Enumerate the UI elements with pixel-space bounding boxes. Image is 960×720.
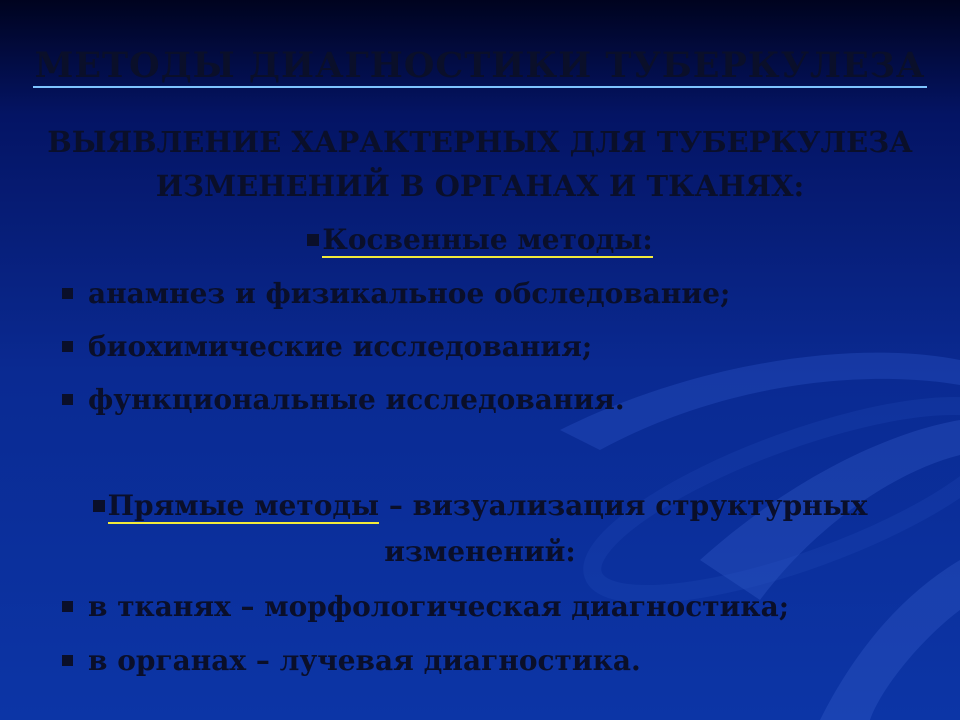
list-item <box>62 643 641 679</box>
square-bullet-icon <box>62 394 73 405</box>
square-bullet-icon <box>307 234 319 246</box>
square-bullet-icon <box>93 500 105 512</box>
subtitle-line-2: ИЗМЕНЕНИЙ В ОРГАНАХ И ТКАНЯХ: <box>155 169 805 203</box>
list-item-text: биохимические исследования; <box>88 330 593 363</box>
square-bullet-icon <box>62 655 73 666</box>
list-item-text: функциональные исследования. <box>88 383 625 416</box>
slide-subtitle <box>0 120 960 208</box>
square-bullet-icon <box>62 601 73 612</box>
list-item-text: в органах – лучевая диагностика. <box>88 644 641 677</box>
subtitle-line-1: ВЫЯВЛЕНИЕ ХАРАКТЕРНЫХ ДЛЯ ТУБЕРКУЛЕЗА <box>47 125 913 159</box>
slide-title <box>0 44 960 88</box>
list-item-text: анамнез и физикальное обследование; <box>88 277 731 310</box>
square-bullet-icon <box>62 341 73 352</box>
slide-title-text: МЕТОДЫ ДИАГНОСТИКИ ТУБЕРКУЛЕЗА <box>34 45 926 86</box>
list-item <box>62 589 789 625</box>
indirect-methods-heading <box>0 222 960 258</box>
square-bullet-icon <box>62 288 73 299</box>
list-item <box>62 382 625 418</box>
list-item-text: в тканях – морфологическая диагностика; <box>88 590 790 623</box>
direct-methods-description: – визуализация структурных <box>379 489 868 522</box>
indirect-methods-label: Косвенные методы: <box>322 223 653 256</box>
direct-methods-heading <box>0 488 960 524</box>
direct-methods-heading-line-2: изменений: <box>384 535 576 568</box>
list-item <box>62 276 730 312</box>
direct-methods-label: Прямые методы <box>107 489 380 522</box>
list-item <box>62 329 592 365</box>
